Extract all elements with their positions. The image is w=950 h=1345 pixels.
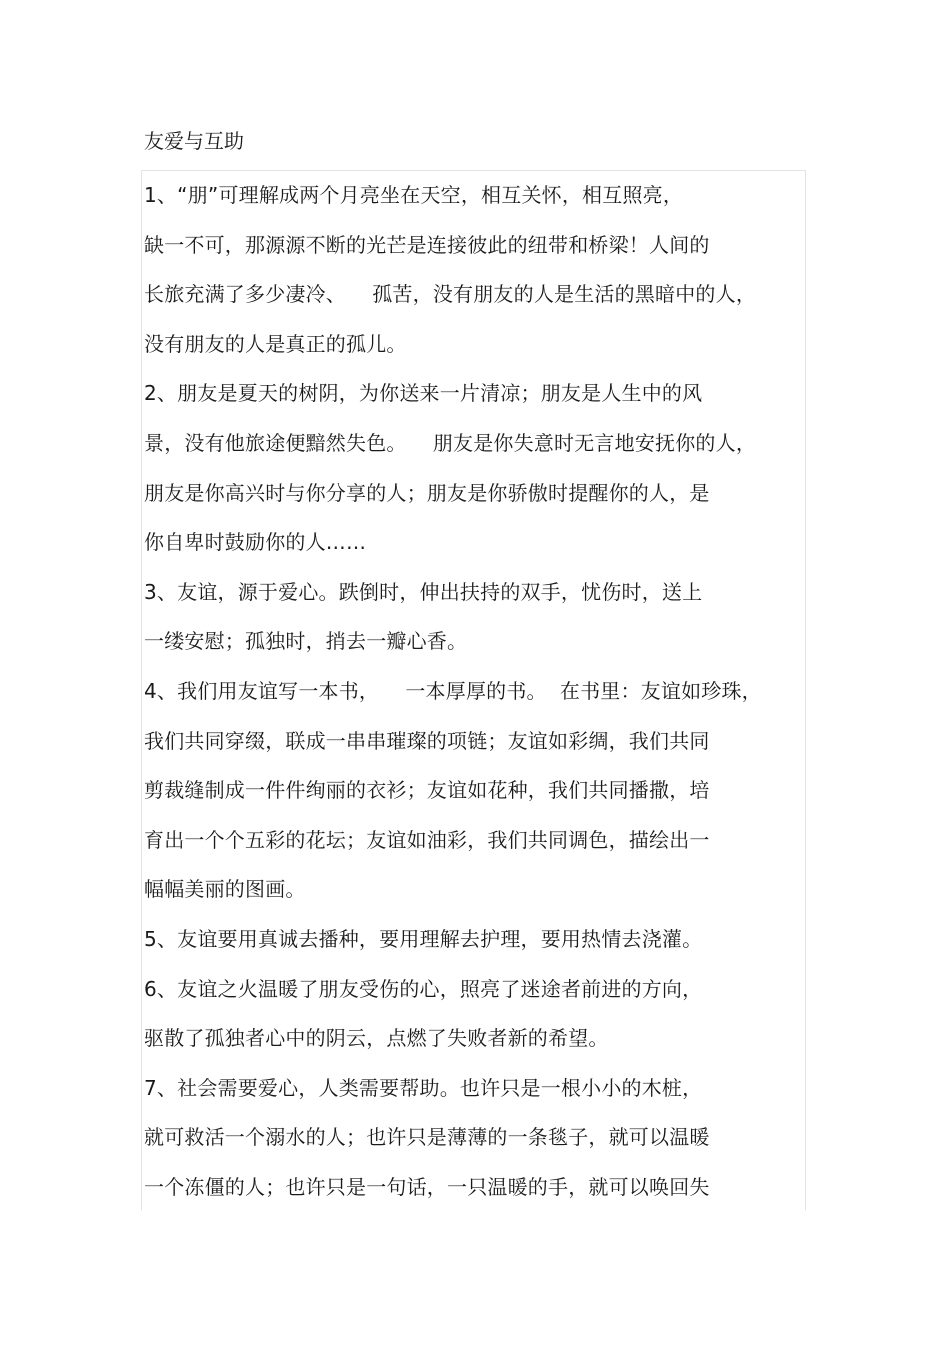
text-line: 驱散了孤独者心中的阴云，点燃了失败者新的希望。 (144, 1026, 609, 1051)
text-line: 3、友谊，源于爱心。跌倒时，伸出扶持的双手，忧伤时，送上 (144, 579, 703, 604)
document-body (144, 179, 804, 1220)
text-line: 一缕安慰；孤独时，捎去一瓣心香。 (144, 629, 468, 654)
text-line: 剪裁缝制成一件件绚丽的衣衫；友谊如花种，我们共同播撒，培 (144, 778, 710, 803)
text-line: 景，没有他旅途便黯然失色。 朋友是你失意时无言地安抚你的人， (144, 430, 757, 455)
text-line: 幅幅美丽的图画。 (144, 877, 306, 902)
text-line: 你自卑时鼓励你的人…… (144, 530, 367, 555)
text-line: 缺一不可，那源源不断的光芒是连接彼此的纽带和桥梁！人间的 (144, 232, 710, 257)
document-title: 友爱与互助 (144, 129, 244, 153)
text-line: 2、朋友是夏天的树阴，为你送来一片清凉；朋友是人生中的风 (144, 381, 703, 406)
text-line: 4、我们用友谊写一本书， 一本厚厚的书。 在书里：友谊如珍珠， (144, 678, 762, 703)
text-line: 就可救活一个溺水的人；也许只是薄薄的一条毯子，就可以温暖 (144, 1125, 710, 1150)
text-line: 6、友谊之火温暖了朋友受伤的心，照亮了迷途者前进的方向， (144, 976, 703, 1001)
text-line: 5、友谊要用真诚去播种，要用理解去护理，要用热情去浇灌。 (144, 926, 703, 951)
text-line: 没有朋友的人是真正的孤儿。 (144, 331, 407, 356)
text-line: 我们共同穿缀，联成一串串璀璨的项链；友谊如彩绸，我们共同 (144, 728, 710, 753)
text-line: 朋友是你高兴时与你分享的人；朋友是你骄傲时提醒你的人，是 (144, 480, 710, 505)
text-line: 7、社会需要爱心，人类需要帮助。也许只是一根小小的木桩， (144, 1075, 703, 1100)
text-line: 一个冻僵的人；也许只是一句话，一只温暖的手，就可以唤回失 (144, 1174, 710, 1199)
text-line: 育出一个个五彩的花坛；友谊如油彩，我们共同调色，描绘出一 (144, 827, 710, 852)
text-line: 长旅充满了多少凄冷、 孤苦，没有朋友的人是生活的黑暗中的人， (144, 282, 757, 307)
text-line: 1、“朋”可理解成两个月亮坐在天空，相互关怀，相互照亮， (144, 183, 684, 207)
